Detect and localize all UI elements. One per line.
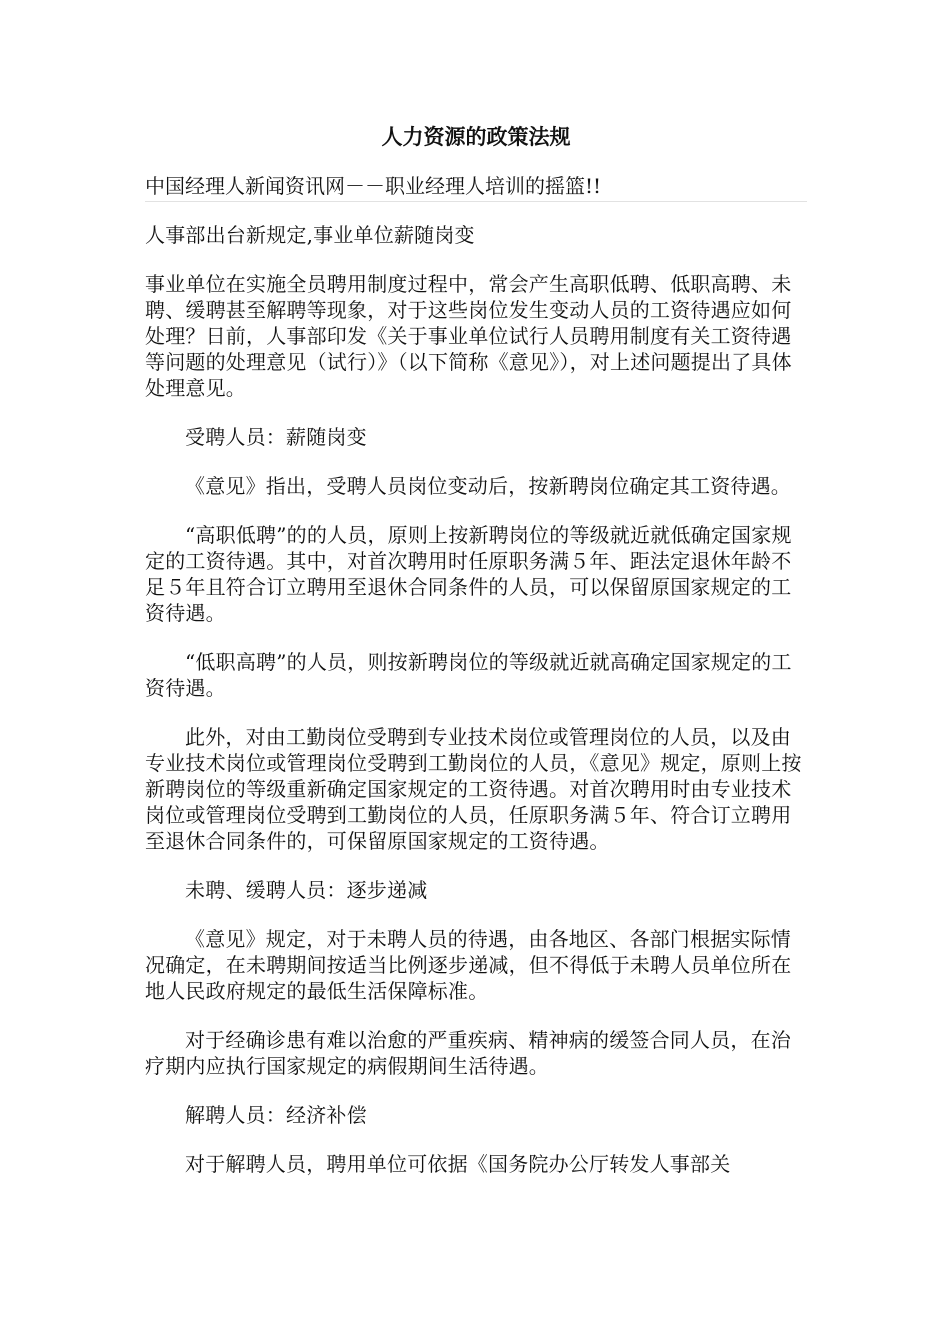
section-heading-unhired: 未聘、缓聘人员：逐步递减 [185, 878, 428, 902]
document-body [145, 222, 807, 1200]
paragraph: “低职高聘”的人员，则按新聘岗位的等级就近就高确定国家规定的工资待遇。 [145, 650, 792, 700]
paragraph: 对于解聘人员，聘用单位可依据《国务院办公厅转发人事部关 [185, 1152, 731, 1176]
paragraph: 《意见》指出，受聘人员岗位变动后，按新聘岗位确定其工资待遇。 [185, 474, 791, 498]
source-line: 中国经理人新闻资讯网－－职业经理人培训的摇篮!! [145, 173, 807, 202]
paragraph-intro: 事业单位在实施全员聘用制度过程中，常会产生高职低聘、低职高聘、未聘、缓聘甚至解聘等现象，对于这些岗位发生变动人员的工资待遇应如何处理？日前，人事部印发《关于事业单位试行人员聘用制度有关工资待遇等问题的处理意见（试行）》（以下简称《意见》），对上述问题提出了具体处理意见。 [145, 272, 792, 400]
section-heading-dismissed: 解聘人员：经济补偿 [185, 1103, 367, 1127]
paragraph: 《意见》规定，对于未聘人员的待遇，由各地区、各部门根据实际情况确定，在未聘期间按适当比例逐步递减，但不得低于未聘人员单位所在地人民政府规定的最低生活保障标准。 [145, 927, 792, 1003]
headline: 人事部出台新规定,事业单位薪随岗变 [145, 223, 475, 247]
paragraph: “高职低聘”的的人员，原则上按新聘岗位的等级就近就低确定国家规定的工资待遇。其中，对首次聘用时任原职务满５年、距法定退休年龄不足５年且符合订立聘用至退休合同条件的人员，可以保留原国家规定的工资待遇。 [145, 523, 792, 625]
document-title: 人力资源的政策法规 [381, 124, 571, 149]
section-heading-hired: 受聘人员：薪随岗变 [185, 425, 367, 449]
paragraph: 此外，对由工勤岗位受聘到专业技术岗位或管理岗位的人员，以及由专业技术岗位或管理岗位受聘到工勤岗位的人员，《意见》规定，原则上按新聘岗位的等级重新确定国家规定的工资待遇。对首次聘用时由专业技术岗位或管理岗位受聘到工勤岗位的人员，任原职务满５年、符合订立聘用至退休合同条件的，可保留原国家规定的工资待遇。 [145, 725, 802, 853]
paragraph: 对于经确诊患有难以治愈的严重疾病、精神病的缓签合同人员，在治疗期内应执行国家规定的病假期间生活待遇。 [145, 1028, 791, 1078]
